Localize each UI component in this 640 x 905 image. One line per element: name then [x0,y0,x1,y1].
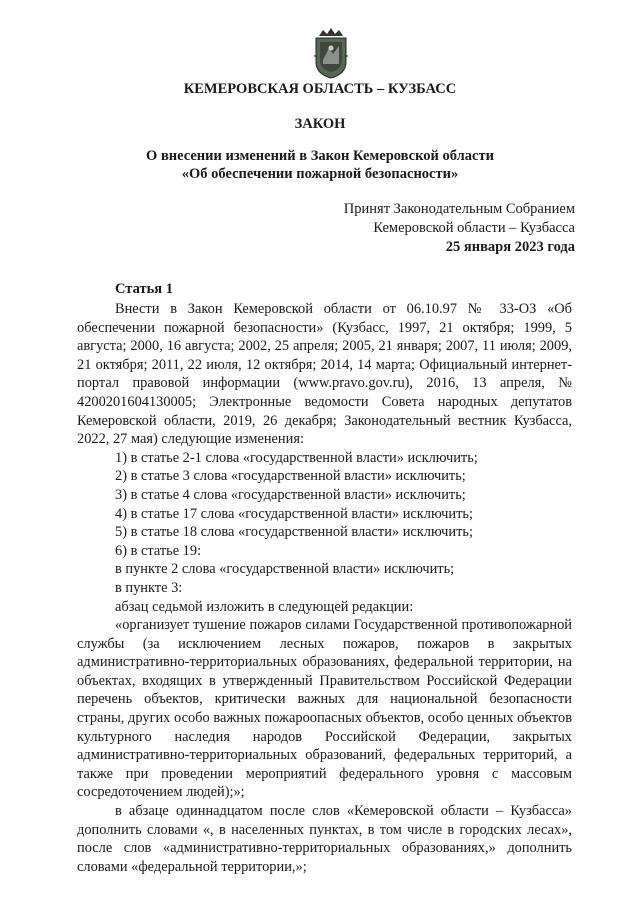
adoption-line-2: Кемеровской области – Кузбасса [373,220,575,236]
subject-line-2: «Об обеспечении пожарной безопасности» [181,166,459,182]
list-item: 3) в статье 4 слова «государственной власти» исключить; [115,486,466,503]
list-item: 2) в статье 3 слова «государственной власти» исключить; [115,468,466,485]
list-item: 6) в статье 19: [115,542,202,559]
adoption-line-1: Принят Законодательным Собранием [343,201,575,217]
article-body [77,300,572,876]
list-item: абзац седьмой изложить в следующей редакции: [115,598,414,615]
list-item: 4) в статье 17 слова «государственной власти» исключить; [115,505,473,522]
list-item: 1) в статье 2-1 слова «государственной власти» исключить; [115,449,478,466]
subject-line-1: О внесении изменений в Закон Кемеровской области [146,148,494,164]
quoted-paragraph: «организует тушение пожаров силами Государственной противопожарной службы (за исключением лесных пожаров, пожаров в закрытых административно-территориальных образованиях, федеральной территории, на объектах, входящих в утвержденный Правительством Российской Федерации перечень объектов, критически важных для национальной безопасности страны, других особо важных пожароопасных объектов, особо ценных объектов культурного наследия народов Российской Федерации, закрытых административно-территориальных образований, федеральных территорий, а также при проведении мероприятий федерального уровня с массовым сосредоточением людей);»; [77,617,572,801]
list-item: в пункте 3: [115,579,183,596]
coat-of-arms-icon [311,26,351,80]
article-intro: Внести в Закон Кемеровской области от 06.10.97 № 33-ОЗ «Об обеспечении пожарной безопасности» (Кузбасс, 1997, 21 октября; 1999, 5 августа; 2000, 16 августа; 2002, 25 апреля; 2005, 21 января; 2007, 11 июля; 2009, 21 октября; 2011, 22 июля, 12 октября; 2014, 14 марта; Официальный интернет-портал правовой информации (www.pravo.gov.ru), 2016, 13 апреля, № 4200201604130005; Электронные ведомости Совета народных депутатов Кемеровской области, 2019, 26 декабря; Законодательный вестник Кузбасса, 2022, 27 мая) следующие изменения: [77,301,572,448]
document-subject [0,147,640,183]
region-title: КЕМЕРОВСКАЯ ОБЛАСТЬ – КУЗБАСС [183,81,457,97]
list-item: 5) в статье 18 слова «государственной власти» исключить; [115,524,473,541]
list-item: в пункте 2 слова «государственной власти» исключить; [115,561,455,578]
document-type: ЗАКОН [294,116,346,132]
article-title: Статья 1 [115,281,173,297]
adoption-block [344,200,575,257]
final-paragraph: в абзаце одиннадцатом после слов «Кемеровской области – Кузбасса» дополнить словами «, в населенных пунктах, в том числе в городских лесах», после слов «административно-территориальных образованиях,» дополнить словами «федеральной территории,»; [77,803,572,875]
adoption-date: 25 января 2023 года [445,239,575,255]
